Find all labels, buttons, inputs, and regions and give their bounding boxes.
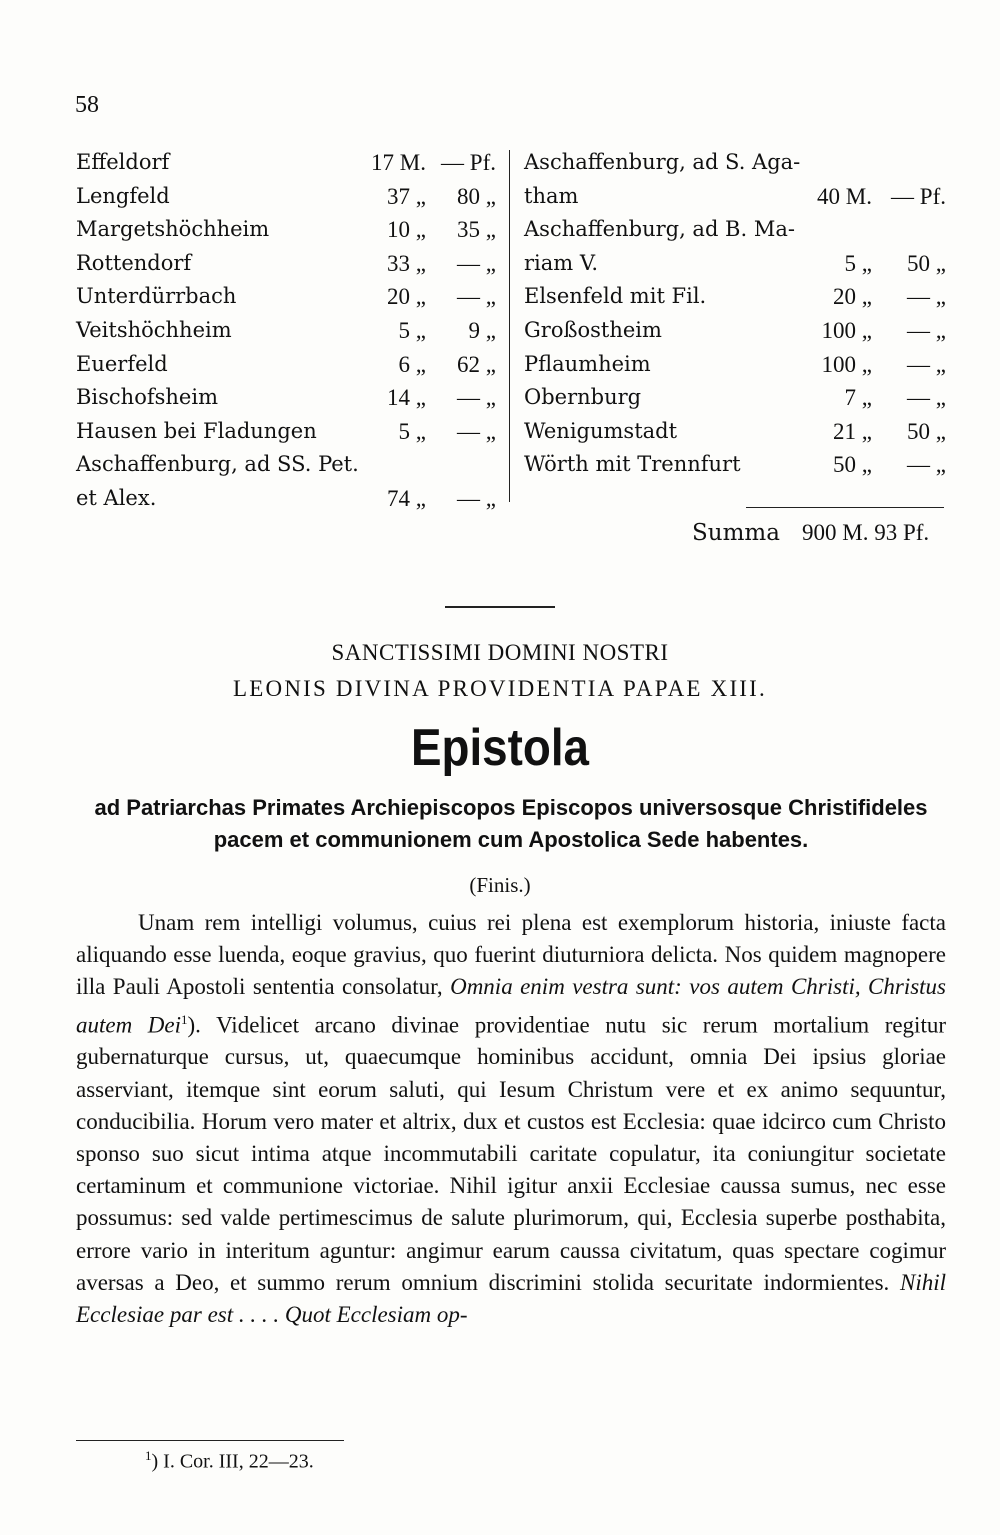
left-table-mark-amount: 20 „	[387, 284, 426, 310]
left-table-pfennig-amount: — „	[457, 250, 496, 276]
left-table-pfennig-amount: 62 „	[457, 351, 496, 377]
right-table-row	[524, 146, 946, 179]
right-table-row	[524, 381, 946, 414]
left-table-row	[76, 348, 496, 381]
right-table-place-name: Pflaumheim	[524, 351, 651, 376]
left-table-mark-amount: 74 „	[387, 486, 426, 511]
left-table-place-name: Lengfeld	[76, 183, 170, 208]
summa-value: 900 M. 93 Pf.	[802, 520, 930, 545]
footnote-number: 1	[145, 1448, 152, 1463]
left-table-pfennig-amount: — Pf.	[441, 150, 496, 175]
right-table-pfennig-amount: — „	[907, 318, 946, 343]
right-table-place-name: Aschaffenburg, ad B. Ma-	[524, 217, 795, 242]
left-table-row	[76, 247, 496, 280]
left-table-place-name: Unterdürrbach	[76, 284, 237, 309]
right-table-mark-amount: 40 M.	[817, 183, 872, 209]
left-table-place-name: Aschaffenburg, ad SS. Pet.	[76, 452, 359, 477]
right-table-pfennig-amount: — „	[907, 284, 946, 310]
left-table-place-name: Hausen bei Fladungen	[76, 418, 317, 443]
right-table-place-name: Wenigumstadt	[524, 418, 678, 443]
right-table-place-name: tham	[524, 183, 579, 208]
right-table-pfennig-amount: — „	[907, 385, 946, 411]
left-table-pfennig-amount: — „	[457, 385, 496, 411]
right-table-row	[524, 314, 946, 347]
right-table-place-name: Aschaffenburg, ad S. Aga-	[524, 150, 801, 174]
left-table-row	[76, 448, 496, 481]
left-table-row	[76, 482, 496, 515]
left-table-mark-amount: 14 „	[387, 385, 426, 411]
left-table-mark-amount: 6 „	[398, 351, 426, 377]
right-table-place-name: Großostheim	[524, 318, 662, 342]
left-table-row	[76, 415, 496, 448]
right-table-row	[524, 280, 946, 313]
left-table-mark-amount: 10 „	[387, 217, 426, 243]
right-table-pfennig-amount: — „	[907, 452, 946, 478]
footnote-text: I. Cor. III, 22—23.	[163, 1450, 314, 1473]
left-table-mark-amount: 5 „	[398, 318, 426, 343]
subtitle: ad Patriarchas Primates Archiepiscopos Episcopos universosque Christifideles pacem et communionem cum Apostolica Sede habentes.	[94, 795, 928, 852]
right-table-row	[524, 180, 946, 213]
right-table-pfennig-amount: — Pf.	[891, 183, 946, 209]
footnote-rule	[76, 1440, 344, 1441]
right-table-place-name: Obernburg	[524, 385, 642, 410]
summa-label: Summa	[692, 520, 780, 546]
right-table-row	[524, 448, 946, 481]
footnote-marker[interactable]: 1	[181, 1011, 188, 1027]
left-table-pfennig-amount: — „	[457, 486, 496, 511]
right-table-pfennig-amount: 50 „	[907, 250, 946, 276]
right-table-mark-amount: 50 „	[833, 452, 872, 478]
right-table-place-name: Wörth mit Trennfurt	[524, 452, 741, 477]
right-table-mark-amount: 20 „	[833, 284, 872, 310]
section-rule	[445, 606, 555, 608]
right-table-row	[524, 213, 946, 246]
quote-2: Nihil Ecclesiae par est . . . . Quot Ecclesiam op-	[76, 1269, 946, 1328]
left-table-mark-amount: 5 „	[398, 418, 426, 444]
right-table-mark-amount: 5 „	[844, 250, 872, 276]
left-table-mark-amount: 37 „	[387, 183, 426, 209]
left-table-pfennig-amount: — „	[457, 418, 496, 444]
right-table-mark-amount: 21 „	[833, 418, 872, 444]
left-table-place-name: et Alex.	[76, 486, 157, 510]
left-table-pfennig-amount: 80 „	[457, 183, 496, 209]
left-table-row	[76, 381, 496, 414]
left-table-pfennig-amount: 9 „	[468, 318, 496, 343]
left-table-place-name: Rottendorf	[76, 250, 192, 275]
left-table-mark-amount: 33 „	[387, 250, 426, 276]
body-paragraph: Unam rem intelligi volumus, cuius rei plena est exemplorum historia, iniuste facta aliquando esse luenda, eoque gravius, quo fuerint diuturniora delicta. Nos quidem magnopere illa Pauli Apostoli sententia consolatur, Omnia enim vestra sunt: vos autem Christi, Christus autem Dei$^1$). Videlicet arcano divinae providentiae nutu sic rerum mortalium regitur gubernaturque cursus, ut, quaecumque hominibus accidunt, omnia Dei ipsius gloriae asserviant, itemque sint eorum saluti, qui Iesum Christum vere et ex animo sequuntur, conducibilia. Horum vero mater et altrix, dux et custos est Ecclesia: quae idcirco cum Christo sponso suo sicut intima atque incommutabili caritate copulatur, ita coniungitur societate certaminum et communione victoriae. Nihil igitur anxii Ecclesiae caussa sumus, nec esse possumus: sed valde pertimescimus de salute plurimorum, qui, Ecclesia superbe posthabita, errore vario in interitum aguntur: angimur earum caussa civitatum, quas spectare cogimur aversas a Deo, et summo rerum omnium discrimini stolida securitate indormientes. Nihil Ecclesiae par est . . . . Quot Ecclesiam op-	[76, 910, 947, 1328]
left-table-place-name: Veitshöchheim	[76, 318, 232, 342]
right-table-row	[524, 247, 946, 280]
quote-1: Omnia enim vestra sunt: vos autem Christi, Christus autem Dei	[76, 974, 946, 1038]
column-divider	[509, 150, 510, 502]
right-table-pfennig-amount: 50 „	[907, 418, 946, 444]
right-table-place-name: Elsenfeld mit Fil.	[524, 284, 707, 309]
left-table-row	[76, 146, 496, 179]
right-table-mark-amount: 7 „	[844, 385, 872, 411]
body-text-2: . Videlicet arcano divinae providentiae nutu sic rerum mortalium regitur gubernaturque cursus, ut, quaecumque hominibus accidunt, omnia Dei ipsius gloriae asserviant, itemque sint eorum saluti, qui Iesum Christum vere et ex animo sequuntur, conducibilia. Horum vero mater et altrix, dux et custos est Ecclesia: quae idcirco cum Christo sponso suo sicut intima atque incommutabili caritate copulatur, ita coniungitur societate certaminum et communione victoriae. Nihil igitur anxii Ecclesiae caussa sumus, nec esse possumus: sed valde pertimescimus de salute plurimorum, qui, Ecclesia superbe posthabita, errore vario in interitum aguntur: angimur earum caussa civitatum, quas spectare cogimur aversas a Deo, et summo rerum omnium discrimini stolida securitate indormientes.	[76, 1012, 947, 1295]
page-number: 58	[75, 92, 99, 118]
right-table-mark-amount: 100 „	[821, 351, 872, 377]
left-table-row	[76, 280, 496, 313]
left-table-place-name: Euerfeld	[76, 351, 168, 376]
left-table-row	[76, 213, 496, 246]
left-table-pfennig-amount: — „	[457, 284, 496, 310]
page-title: Epistola	[410, 719, 589, 777]
footnote: $^1$) I. Cor. III, 22—23.	[145, 1448, 314, 1473]
left-table-pfennig-amount: 35 „	[457, 217, 496, 243]
left-table-place-name: Bischofsheim	[76, 385, 218, 410]
heading-line-1: SANCTISSIMI DOMINI NOSTRI	[331, 640, 669, 665]
left-table-mark-amount: 17 M.	[371, 150, 426, 175]
left-table-row	[76, 314, 496, 347]
left-table-place-name: Effeldorf	[76, 150, 170, 174]
right-table-mark-amount: 100 „	[821, 318, 872, 343]
right-table-row	[524, 415, 946, 448]
summa-rule	[746, 507, 944, 508]
finis-note: (Finis.)	[469, 873, 531, 897]
left-table-place-name: Margetshöchheim	[76, 217, 270, 242]
heading-line-2: LEONIS DIVINA PROVIDENTIA PAPAE XIII.	[233, 676, 767, 701]
right-table-place-name: riam V.	[524, 250, 599, 275]
right-table-pfennig-amount: — „	[907, 351, 946, 377]
right-table-row	[524, 348, 946, 381]
left-table-row	[76, 180, 496, 213]
body-text-1: Unam rem intelligi volumus, cuius rei plena est exemplorum historia, iniuste facta aliquando esse luenda, eoque gravius, quo fuerint diuturniora delicta. Nos quidem magnopere illa Pauli Apostoli sententia consolatur,	[76, 910, 946, 1000]
